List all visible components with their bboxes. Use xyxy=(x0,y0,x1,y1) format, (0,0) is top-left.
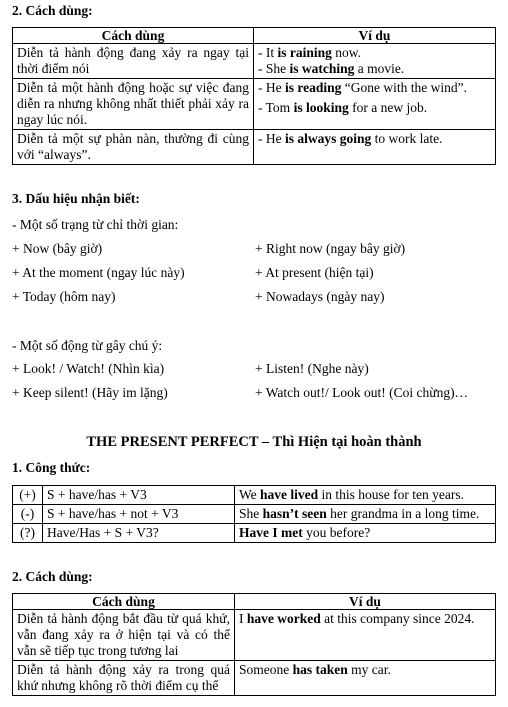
table-row xyxy=(13,79,496,130)
formula-example xyxy=(235,505,496,524)
example-text: Someone xyxy=(239,662,293,677)
example-text: at this company since 2024. xyxy=(320,611,475,626)
example-text: in this house for ten years. xyxy=(318,487,465,502)
example-verb: is always going xyxy=(285,131,372,146)
example-text: my car. xyxy=(347,662,391,677)
usage-cell: Diễn tả hành động xảy ra trong quá khứ nhưng không rõ thời điểm cụ thể xyxy=(13,661,235,696)
table-row xyxy=(13,505,496,524)
example-verb: hasn’t seen xyxy=(262,506,327,521)
example-verb: is reading xyxy=(285,80,342,95)
usage-table xyxy=(12,27,496,165)
section-heading-formula: 1. Công thức: xyxy=(12,460,91,475)
table-row xyxy=(13,486,496,505)
table-row xyxy=(13,130,496,165)
verb-item: + Listen! (Nghe này) xyxy=(255,361,369,376)
page-title-present-perfect: THE PRESENT PERFECT – Thì Hiện tại hoàn thành xyxy=(86,434,422,450)
example-line xyxy=(258,45,491,61)
example-cell xyxy=(254,130,496,165)
example-text: - He xyxy=(258,80,285,95)
usage-cell: Diễn tả một hành động hoặc sự việc đang diễn ra nhưng không nhất thiết phải xảy ra ngay lúc nói. xyxy=(13,79,254,130)
example-verb: Have I met xyxy=(239,525,303,540)
section-heading-usage: 2. Cách dùng: xyxy=(12,3,93,18)
example-text: I xyxy=(239,611,247,626)
table-header-row xyxy=(13,594,496,610)
example-text: - She xyxy=(258,61,290,76)
verbs-intro: - Một số động từ gây chú ý: xyxy=(12,338,163,353)
example-text: “Gone with the wind”. xyxy=(341,80,467,95)
table-row xyxy=(13,44,496,79)
example-line xyxy=(258,80,491,96)
example-text: a movie. xyxy=(354,61,405,76)
adverb-item: + At present (hiện tại) xyxy=(255,265,374,280)
formula-cell: S + have/has + V3 xyxy=(43,486,235,505)
column-header-usage: Cách dùng xyxy=(13,594,235,610)
adverb-item: + At the moment (ngay lúc này) xyxy=(12,265,185,280)
table-row xyxy=(13,524,496,543)
example-cell xyxy=(235,610,496,661)
formula-example xyxy=(235,486,496,505)
adverbs-intro: - Một số trạng từ chỉ thời gian: xyxy=(12,217,179,232)
example-text: - He xyxy=(258,131,285,146)
example-cell xyxy=(254,44,496,79)
example-line xyxy=(258,61,491,77)
table-row xyxy=(13,610,496,661)
example-verb: has taken xyxy=(292,662,348,677)
adverb-item: + Right now (ngay bây giờ) xyxy=(255,241,406,256)
example-text: now. xyxy=(331,45,362,60)
example-text: to work late. xyxy=(371,131,443,146)
section-heading-signs: 3. Dấu hiệu nhận biết: xyxy=(12,191,140,206)
example-verb: have lived xyxy=(260,487,319,502)
example-line xyxy=(258,100,491,116)
example-text: We xyxy=(239,487,261,502)
example-text: - It xyxy=(258,45,278,60)
formula-sign: (?) xyxy=(13,524,43,543)
adverb-item: + Today (hôm nay) xyxy=(12,289,116,304)
example-verb: is watching xyxy=(289,61,355,76)
verb-item: + Watch out!/ Look out! (Coi chừng)… xyxy=(255,385,469,400)
example-text: She xyxy=(239,506,263,521)
column-header-usage: Cách dùng xyxy=(13,28,254,44)
example-line xyxy=(258,131,491,147)
example-verb: is looking xyxy=(293,100,349,115)
example-text: - Tom xyxy=(258,100,294,115)
formula-cell: S + have/has + not + V3 xyxy=(43,505,235,524)
example-text: for a new job. xyxy=(348,100,428,115)
adverb-item: + Now (bây giờ) xyxy=(12,241,103,256)
example-cell xyxy=(235,661,496,696)
formula-table xyxy=(12,485,496,543)
table-row xyxy=(13,661,496,696)
column-header-example: Ví dụ xyxy=(254,28,496,44)
usage-cell: Diễn tả hành động bắt đầu từ quá khứ, vẫn đang xảy ra ở hiện tại và có thể vẫn sẽ tiếp tục trong tương lai xyxy=(13,610,235,661)
formula-cell: Have/Has + S + V3? xyxy=(43,524,235,543)
verb-item: + Look! / Watch! (Nhìn kìa) xyxy=(12,361,165,376)
example-text: you before? xyxy=(302,525,371,540)
formula-sign: (-) xyxy=(13,505,43,524)
table-header-row xyxy=(13,28,496,44)
usage-cell: Diễn tả một sự phàn nàn, thường đi cùng với “always”. xyxy=(13,130,254,165)
verb-item: + Keep silent! (Hãy im lặng) xyxy=(12,385,168,400)
section-heading-usage-perfect: 2. Cách dùng: xyxy=(12,569,93,584)
adverb-item: + Nowadays (ngày nay) xyxy=(255,289,385,304)
usage-cell: Diễn tả hành động đang xảy ra ngay tại thời điểm nói xyxy=(13,44,254,79)
formula-example xyxy=(235,524,496,543)
example-verb: is raining xyxy=(277,45,332,60)
usage-table-perfect xyxy=(12,593,496,696)
example-cell xyxy=(254,79,496,130)
example-text: her grandma in a long time. xyxy=(326,506,480,521)
formula-sign: (+) xyxy=(13,486,43,505)
example-verb: have worked xyxy=(246,611,321,626)
column-header-example: Ví dụ xyxy=(235,594,496,610)
